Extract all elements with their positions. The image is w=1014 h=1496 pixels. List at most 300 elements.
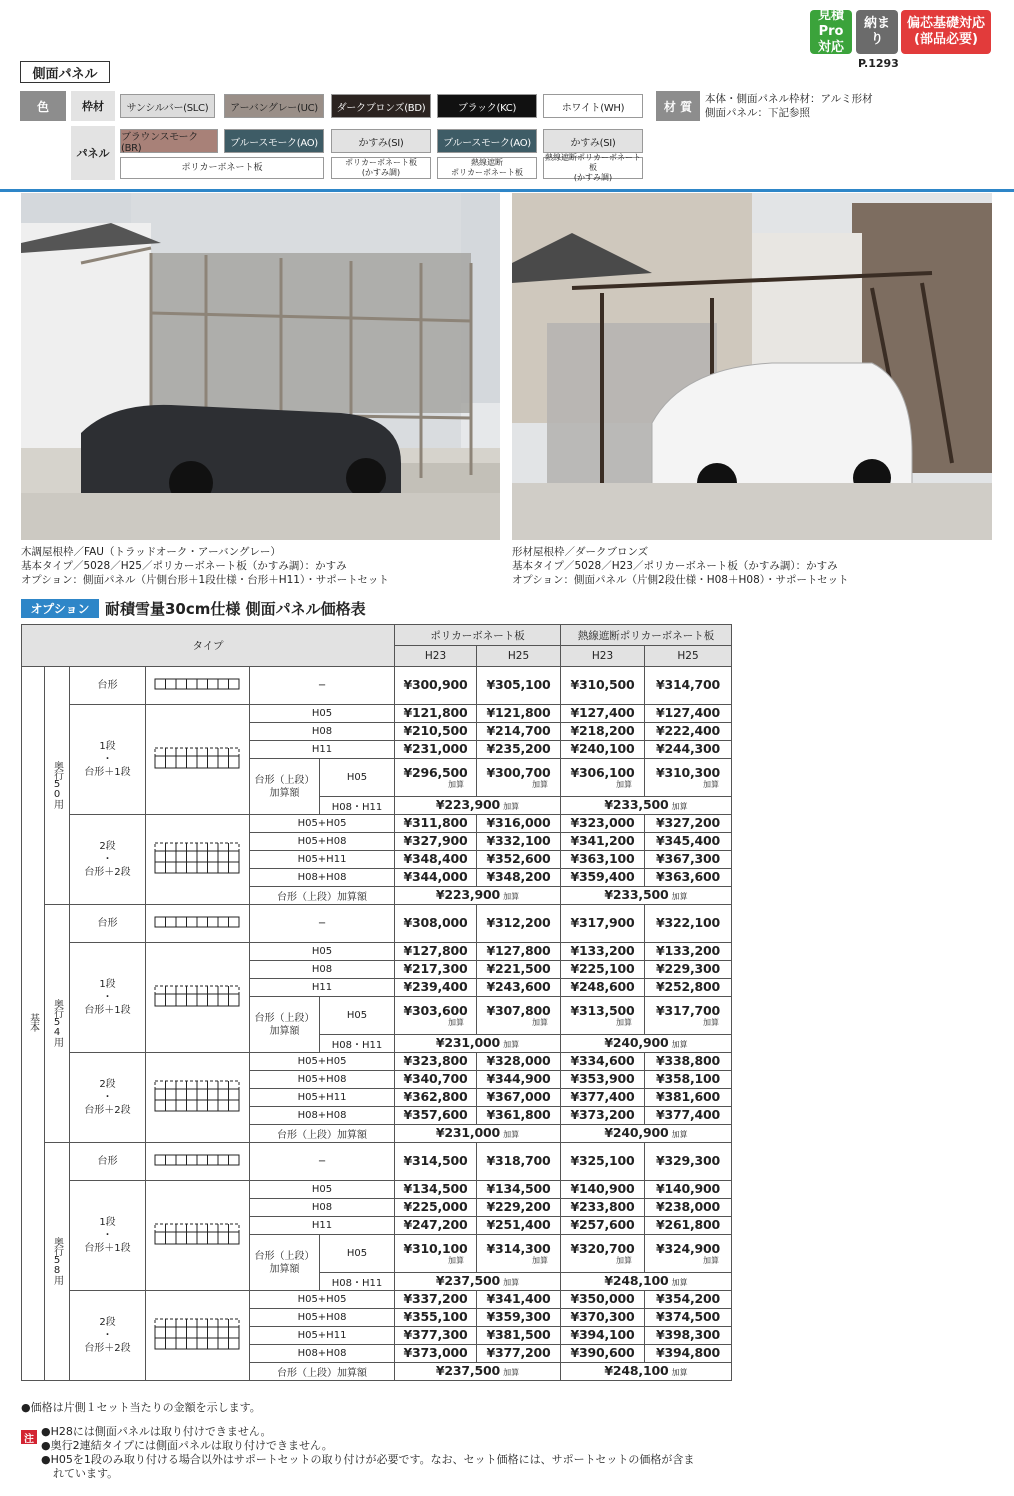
price-value: ¥394,800 <box>656 1345 721 1360</box>
price-value: ¥362,800 <box>403 1089 468 1104</box>
price-cell <box>561 1071 645 1089</box>
height-cell <box>250 1217 395 1235</box>
height-label: H08+H08 <box>297 872 347 883</box>
price-cell <box>645 1199 732 1217</box>
kasan-note: 加算 <box>503 802 520 811</box>
price-value: ¥348,400 <box>403 851 468 866</box>
header-heat: 熱線遮断ポリカーボネート板 <box>561 625 732 646</box>
price-cell <box>477 1327 561 1345</box>
price-cell <box>395 1071 477 1089</box>
price-value: ¥370,300 <box>570 1309 635 1324</box>
kasan-note: 加算 <box>532 1255 549 1265</box>
price-cell <box>395 1309 477 1327</box>
price-value: ¥313,500 <box>570 1002 635 1018</box>
price-value: ¥240,100 <box>570 741 635 756</box>
dash: − <box>317 680 327 691</box>
price-cell <box>645 833 732 851</box>
price-cell <box>561 997 645 1035</box>
height-label: H05+H08 <box>297 1074 347 1085</box>
price-cell <box>561 1309 645 1327</box>
height-label: H05+H05 <box>297 1294 347 1305</box>
height-label: H05+H11 <box>297 1092 347 1103</box>
color-label: 色 <box>20 91 66 121</box>
price-cell <box>395 997 477 1035</box>
swatch-si-heat: かすみ(SI) <box>543 129 643 153</box>
height-cell <box>250 1125 395 1143</box>
price-cell <box>561 905 645 943</box>
height-label: H08・H11 <box>331 1040 383 1051</box>
height-label: H11 <box>311 744 333 755</box>
price-cell <box>561 869 645 887</box>
price-value: ¥377,400 <box>570 1089 635 1104</box>
price-value: ¥338,800 <box>656 1053 721 1068</box>
material-info <box>705 92 873 120</box>
header-type: タイプ <box>22 625 395 667</box>
price-cell <box>395 851 477 869</box>
panel-type-poly-kasumi: ポリカーボネート板 (かすみ調) <box>331 157 431 179</box>
header-poly: ポリカーボネート板 <box>395 625 561 646</box>
price-value: ¥300,700 <box>486 764 551 780</box>
price-value: ¥217,300 <box>403 961 468 976</box>
kasan-note: 加算 <box>503 1040 520 1049</box>
depth-cell <box>45 1143 70 1381</box>
price-value: ¥229,300 <box>656 961 721 976</box>
height-cell <box>320 1035 395 1053</box>
price-value: ¥218,200 <box>570 723 635 738</box>
notes-list <box>41 1425 694 1481</box>
type-daikei: 台形 <box>97 1156 118 1167</box>
kasan-note: 加算 <box>503 1278 520 1287</box>
price-cell <box>645 1053 732 1071</box>
price-value: ¥127,400 <box>570 705 635 720</box>
icon-cell <box>146 1143 250 1181</box>
material-label: 材 質 <box>656 91 700 121</box>
price-cell <box>645 1235 732 1273</box>
price-cell <box>645 869 732 887</box>
type-dan2: 2段 ・ 台形＋2段 <box>84 841 131 878</box>
price-cell <box>395 667 477 705</box>
material-line-2: 側面パネル：下記参照 <box>705 107 810 119</box>
height-cell <box>250 961 395 979</box>
price-cell <box>561 759 645 797</box>
henshin-badge: 偏芯基礎対応 (部品必要) <box>901 10 991 54</box>
price-value: ¥345,400 <box>656 833 721 848</box>
price-cell <box>645 1217 732 1235</box>
height-label: H11 <box>311 982 333 993</box>
type-dan1: 1段 ・ 台形＋1段 <box>84 979 131 1016</box>
row-d1 <box>22 943 732 961</box>
type-cell <box>70 905 146 943</box>
osamari-badge: 納まり <box>856 10 898 54</box>
price-value: ¥334,600 <box>570 1053 635 1068</box>
price-cell <box>395 1089 477 1107</box>
price-value: ¥314,500 <box>403 1153 468 1168</box>
height-label: H05+H05 <box>297 1056 347 1067</box>
frame-label: 枠材 <box>71 91 115 121</box>
kasan-note: 加算 <box>503 892 520 901</box>
price-value: ¥327,900 <box>403 833 468 848</box>
price-value: ¥316,000 <box>486 815 551 830</box>
price-cell <box>561 1053 645 1071</box>
height-cell <box>250 887 395 905</box>
frame-icon <box>153 922 243 933</box>
price-cell <box>477 1345 561 1363</box>
row-daikei <box>22 905 732 943</box>
depth-label: 奥行54用 <box>51 998 63 1046</box>
height-label: H08・H11 <box>331 1278 383 1289</box>
price-cell <box>395 1217 477 1235</box>
price-cell <box>561 1345 645 1363</box>
height-cell <box>250 667 395 705</box>
height-cell <box>250 741 395 759</box>
height-cell <box>250 851 395 869</box>
kasan-row-label: 台形（上段）加算額 <box>277 1368 367 1379</box>
header-h23: H23 <box>561 646 645 667</box>
type-daikei: 台形 <box>97 680 118 691</box>
icon-cell <box>146 705 250 815</box>
price-cell <box>477 1107 561 1125</box>
height-cell <box>250 833 395 851</box>
height-label: H05 <box>311 708 333 719</box>
height-cell <box>250 723 395 741</box>
price-value: ¥361,800 <box>486 1107 551 1122</box>
price-cell <box>395 815 477 833</box>
price-value: ¥310,300 <box>656 764 721 780</box>
header-h25: H25 <box>477 646 561 667</box>
price-value: ¥394,100 <box>570 1327 635 1342</box>
height-cell <box>320 997 395 1035</box>
price-table <box>21 624 732 1381</box>
warning-label: 注 <box>21 1430 37 1444</box>
kasan-note: 加算 <box>448 779 465 789</box>
price-cell <box>561 797 732 815</box>
price-value: ¥367,300 <box>656 851 721 866</box>
price-cell <box>477 905 561 943</box>
price-value: ¥233,500 <box>604 887 669 902</box>
price-cell <box>561 1143 645 1181</box>
type-cell <box>70 1143 146 1181</box>
depth-label: 奥行58用 <box>51 1236 63 1284</box>
price-cell <box>395 1035 561 1053</box>
price-cell <box>645 997 732 1035</box>
icon-cell <box>146 815 250 905</box>
height-cell <box>250 705 395 723</box>
price-cell <box>561 851 645 869</box>
price-value: ¥341,200 <box>570 833 635 848</box>
kasan-note: 加算 <box>703 1255 720 1265</box>
height-cell <box>250 1089 395 1107</box>
price-cell <box>395 1327 477 1345</box>
price-value: ¥121,800 <box>403 705 468 720</box>
price-value: ¥134,500 <box>486 1181 551 1196</box>
price-cell <box>477 833 561 851</box>
icon-cell <box>146 943 250 1053</box>
price-cell <box>395 1053 477 1071</box>
depth-cell <box>45 905 70 1143</box>
caption-right <box>512 545 849 587</box>
height-label: H05 <box>346 1248 368 1259</box>
price-value: ¥311,800 <box>403 815 468 830</box>
panel-type-heat: 熱線遮断 ポリカーボネート板 <box>437 157 537 179</box>
frame-icon <box>153 1105 243 1116</box>
price-value: ¥233,800 <box>570 1199 635 1214</box>
price-cell <box>395 723 477 741</box>
dash: − <box>317 918 327 929</box>
price-value: ¥337,200 <box>403 1291 468 1306</box>
price-value: ¥381,500 <box>486 1327 551 1342</box>
kasan-cell <box>250 997 320 1053</box>
price-value: ¥324,900 <box>656 1240 721 1256</box>
price-cell <box>561 741 645 759</box>
type-dan2: 2段 ・ 台形＋2段 <box>84 1079 131 1116</box>
photo-carport-wood <box>21 193 500 540</box>
price-cell <box>395 1107 477 1125</box>
price-cell <box>395 1235 477 1273</box>
price-cell <box>645 1327 732 1345</box>
price-cell <box>645 979 732 997</box>
swatch-br: ブラウンスモーク(BR) <box>120 129 218 153</box>
dash: − <box>317 1156 327 1167</box>
price-cell <box>477 943 561 961</box>
price-value: ¥121,800 <box>486 705 551 720</box>
kasan-label: 台形（上段） 加算額 <box>254 1250 315 1275</box>
price-cell <box>477 1143 561 1181</box>
price-value: ¥239,400 <box>403 979 468 994</box>
price-cell <box>395 1291 477 1309</box>
price-cell <box>477 667 561 705</box>
type-cell <box>70 667 146 705</box>
swatch-uc: アーバングレー(UC) <box>224 94 324 118</box>
price-value: ¥300,900 <box>403 677 468 692</box>
price-value: ¥344,000 <box>403 869 468 884</box>
price-cell <box>561 887 732 905</box>
height-label: H05 <box>311 1184 333 1195</box>
kasan-row-label: 台形（上段）加算額 <box>277 1130 367 1141</box>
price-cell <box>645 723 732 741</box>
price-value: ¥354,200 <box>656 1291 721 1306</box>
price-value: ¥231,000 <box>435 1035 500 1050</box>
height-label: H08 <box>311 1202 333 1213</box>
price-value: ¥225,100 <box>570 961 635 976</box>
type-dan2: 2段 ・ 台形＋2段 <box>84 1317 131 1354</box>
price-value: ¥318,700 <box>486 1153 551 1168</box>
kasan-note: 加算 <box>503 1130 520 1139</box>
kasan-cell <box>250 759 320 815</box>
price-cell <box>561 943 645 961</box>
height-label: H05 <box>346 1010 368 1021</box>
price-cell <box>395 1143 477 1181</box>
height-cell <box>250 1071 395 1089</box>
price-value: ¥353,900 <box>570 1071 635 1086</box>
swatch-si: かすみ(SI) <box>331 129 431 153</box>
price-value: ¥305,100 <box>486 677 551 692</box>
icon-cell <box>146 667 250 705</box>
height-cell <box>250 1181 395 1199</box>
panel-type-poly: ポリカーボネート板 <box>120 157 324 179</box>
price-cell <box>645 1143 732 1181</box>
row-d2 <box>22 1291 732 1309</box>
material-line-1: 本体・側面パネル枠材：アルミ形材 <box>705 93 873 105</box>
price-cell <box>477 723 561 741</box>
kasan-note: 加算 <box>671 1278 688 1287</box>
kasan-note: 加算 <box>616 779 633 789</box>
price-cell <box>477 1199 561 1217</box>
price-cell <box>477 759 561 797</box>
price-value: ¥127,400 <box>656 705 721 720</box>
height-label: H08 <box>311 726 333 737</box>
header-h25: H25 <box>645 646 732 667</box>
price-cell <box>645 1071 732 1089</box>
price-value: ¥127,800 <box>403 943 468 958</box>
price-cell <box>477 1309 561 1327</box>
price-cell <box>561 705 645 723</box>
price-value: ¥257,600 <box>570 1217 635 1232</box>
kasan-note: 加算 <box>671 1040 688 1049</box>
price-value: ¥390,600 <box>570 1345 635 1360</box>
price-cell <box>477 815 561 833</box>
price-value: ¥363,600 <box>656 869 721 884</box>
price-value: ¥240,900 <box>604 1035 669 1050</box>
frame-icon <box>153 1238 243 1249</box>
price-cell <box>645 759 732 797</box>
price-cell <box>645 1107 732 1125</box>
price-value: ¥381,600 <box>656 1089 721 1104</box>
price-cell <box>645 961 732 979</box>
price-value: ¥348,200 <box>486 869 551 884</box>
kasan-note: 加算 <box>532 1017 549 1027</box>
frame-icon <box>153 1000 243 1011</box>
type-cell <box>70 1291 146 1381</box>
note-2: ●奥行2連結タイプには側面パネルは取り付けできません。 <box>41 1439 333 1452</box>
kasan-note: 加算 <box>671 802 688 811</box>
price-cell <box>561 1181 645 1199</box>
height-label: H05+H05 <box>297 818 347 829</box>
price-cell <box>645 1291 732 1309</box>
price-cell <box>561 1235 645 1273</box>
price-cell <box>561 1217 645 1235</box>
height-label: H08 <box>311 964 333 975</box>
frame-icon <box>153 1343 243 1354</box>
row-d2 <box>22 815 732 833</box>
price-cell <box>645 851 732 869</box>
price-value: ¥329,300 <box>656 1153 721 1168</box>
page-reference[interactable]: P.1293 <box>858 57 899 70</box>
icon-cell <box>146 1181 250 1291</box>
type-dan1: 1段 ・ 台形＋1段 <box>84 1217 131 1254</box>
price-cell <box>395 1181 477 1199</box>
height-cell <box>250 815 395 833</box>
price-cell <box>395 1345 477 1363</box>
price-value: ¥325,100 <box>570 1153 635 1168</box>
kasan-note: 加算 <box>671 1368 688 1377</box>
kasan-row-label: 台形（上段）加算額 <box>277 892 367 903</box>
type-cell <box>70 705 146 815</box>
panel-label: パネル <box>71 126 115 180</box>
price-value: ¥367,000 <box>486 1089 551 1104</box>
price-value: ¥140,900 <box>656 1181 721 1196</box>
price-value: ¥314,700 <box>656 677 721 692</box>
height-label: H05+H08 <box>297 836 347 847</box>
price-value: ¥352,600 <box>486 851 551 866</box>
price-cell <box>395 759 477 797</box>
kasan-note: 加算 <box>532 779 549 789</box>
height-cell <box>250 1363 395 1381</box>
price-value: ¥233,500 <box>604 797 669 812</box>
price-value: ¥344,900 <box>486 1071 551 1086</box>
price-value: ¥223,900 <box>435 887 500 902</box>
price-value: ¥377,200 <box>486 1345 551 1360</box>
height-cell <box>250 1143 395 1181</box>
price-cell <box>477 961 561 979</box>
price-value: ¥252,800 <box>656 979 721 994</box>
height-label: H08+H08 <box>297 1348 347 1359</box>
price-value: ¥225,000 <box>403 1199 468 1214</box>
price-cell <box>477 1291 561 1309</box>
row-d1 <box>22 1181 732 1199</box>
caption-right-line-1: 形材屋根枠／ダークブロンズ <box>512 546 649 558</box>
price-value: ¥312,200 <box>486 915 551 930</box>
kasan-note: 加算 <box>671 892 688 901</box>
price-cell <box>561 961 645 979</box>
price-cell <box>395 1125 561 1143</box>
price-value: ¥357,600 <box>403 1107 468 1122</box>
price-value: ¥373,000 <box>403 1345 468 1360</box>
price-cell <box>645 905 732 943</box>
price-value: ¥248,100 <box>604 1363 669 1378</box>
price-cell <box>477 979 561 997</box>
price-cell <box>395 943 477 961</box>
price-value: ¥332,100 <box>486 833 551 848</box>
panel-type-heat-kasumi: 熱線遮断ポリカーボネート板 (かすみ調) <box>543 157 643 179</box>
frame-icon <box>153 762 243 773</box>
price-cell <box>561 979 645 997</box>
price-value: ¥140,900 <box>570 1181 635 1196</box>
price-cell <box>477 1071 561 1089</box>
price-cell <box>561 723 645 741</box>
price-value: ¥237,500 <box>435 1273 500 1288</box>
height-label: H05+H11 <box>297 1330 347 1341</box>
table-title: 耐積雪量30cm仕様 側面パネル価格表 <box>105 600 366 618</box>
price-value: ¥296,500 <box>403 764 468 780</box>
height-cell <box>320 797 395 815</box>
basic-label: 基本 <box>27 1013 39 1031</box>
price-cell <box>645 1345 732 1363</box>
height-label: H05 <box>311 946 333 957</box>
height-label: H08+H08 <box>297 1110 347 1121</box>
price-cell <box>561 833 645 851</box>
price-cell <box>477 1089 561 1107</box>
price-cell <box>477 869 561 887</box>
price-cell <box>561 1363 732 1381</box>
price-value: ¥210,500 <box>403 723 468 738</box>
photo-carport-bronze <box>512 193 992 540</box>
price-cell <box>477 851 561 869</box>
price-value: ¥374,500 <box>656 1309 721 1324</box>
caption-left <box>21 545 389 587</box>
price-cell <box>395 1273 561 1291</box>
swatch-bd: ダークブロンズ(BD) <box>331 94 431 118</box>
price-cell <box>477 1053 561 1071</box>
price-value: ¥350,000 <box>570 1291 635 1306</box>
price-cell <box>645 1089 732 1107</box>
price-value: ¥323,000 <box>570 815 635 830</box>
kasan-label: 台形（上段） 加算額 <box>254 1012 315 1037</box>
price-value: ¥251,400 <box>486 1217 551 1232</box>
price-value: ¥244,300 <box>656 741 721 756</box>
height-cell <box>250 905 395 943</box>
swatch-slc: サンシルバー(SLC) <box>120 94 215 118</box>
price-value: ¥327,200 <box>656 815 721 830</box>
